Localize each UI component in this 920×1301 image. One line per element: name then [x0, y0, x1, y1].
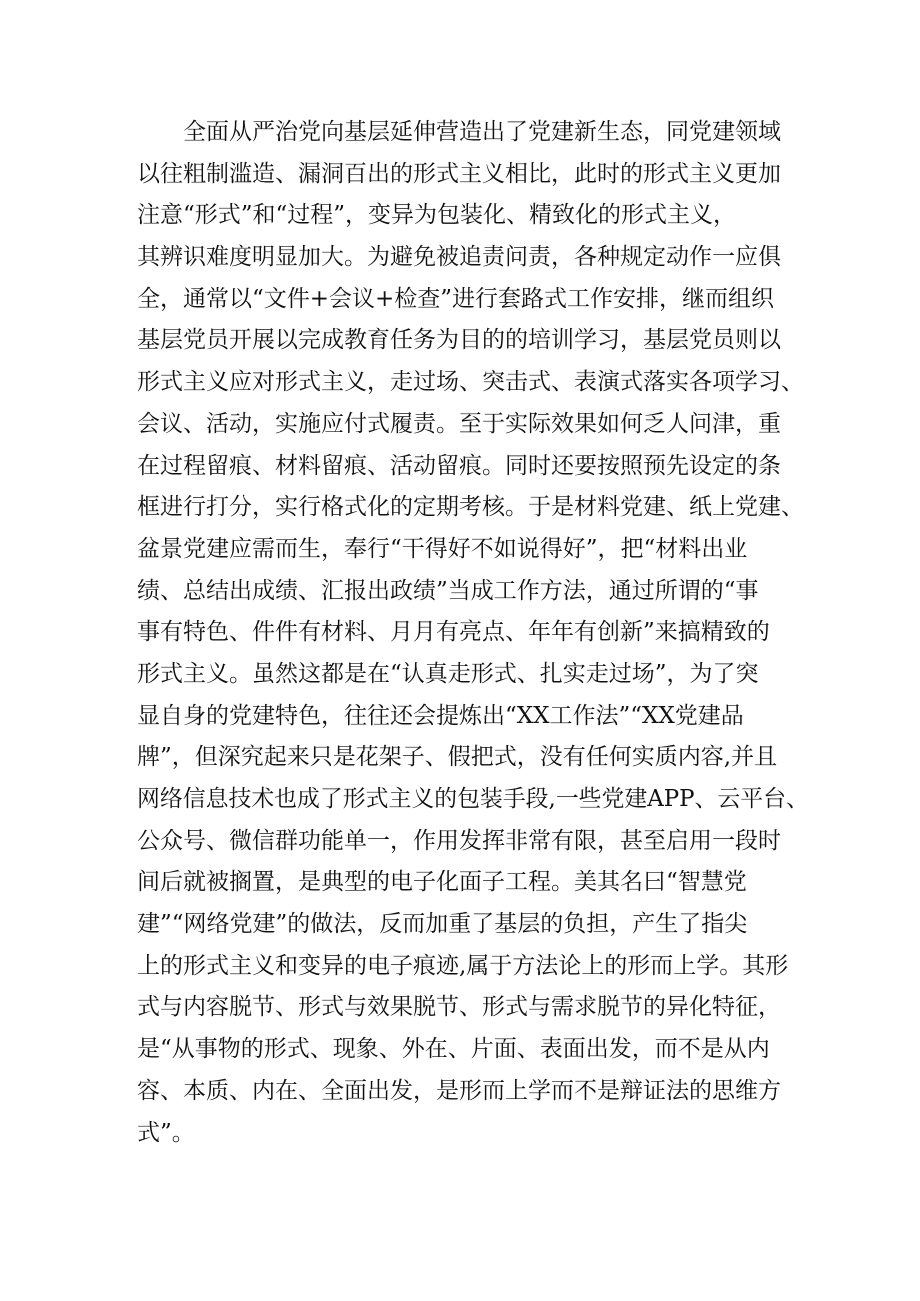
paragraph-line: 上的形式主义和变异的电子痕迹,属于方法论上的形而上学。其形	[137, 952, 789, 979]
paragraph-line: 容、本质、内在、全面出发，是形而上学而不是辩证法的思维方	[137, 1077, 781, 1104]
paragraph-line: 间后就被搁置，是典型的电子化面子工程。美其名曰“智慧党	[137, 869, 747, 896]
paragraph-line: 全面从严治党向基层延伸营造出了党建新生态，同党建领域	[137, 119, 781, 145]
body-paragraph	[137, 112, 807, 1154]
paragraph-line: 显自身的党建特色，往往还会提炼出“XX工作法”“XX党建品	[137, 702, 744, 729]
paragraph-line: 其辨识难度明显加大。为避免被追责问责，各种规定动作一应俱	[137, 244, 781, 271]
paragraph-line: 盆景党建应需而生，奉行“干得好不如说得好”，把“材料出业	[137, 535, 748, 562]
paragraph-line: 基层党员开展以完成教育任务为目的的培训学习，基层党员则以	[137, 327, 781, 354]
paragraph-line: 注意“形式”和“过程”，变异为包装化、精致化的形式主义，	[137, 202, 737, 229]
paragraph-line: 牌”，但深究起来只是花架子、假把式，没有任何实质内容,并且	[137, 744, 778, 771]
paragraph-line: 框进行打分，实行格式化的定期考核。于是材料党建、纸上党建、	[137, 494, 804, 521]
paragraph-line: 绩、总结出成绩、汇报出政绩”当成工作方法，通过所谓的“事	[137, 577, 759, 604]
paragraph-line: 式”。	[137, 1119, 195, 1146]
paragraph-line: 式与内容脱节、形式与效果脱节、形式与需求脱节的异化特征，	[137, 994, 781, 1021]
paragraph-line: 会议、活动，实施应付式履责。至于实际效果如何乏人问津，重	[137, 410, 781, 437]
paragraph-line: 是“从事物的形式、现象、外在、片面、表面出发，而不是从内	[137, 1036, 770, 1063]
paragraph-line: 在过程留痕、材料留痕、活动留痕。同时还要按照预先设定的条	[137, 452, 781, 479]
paragraph-line: 建”“网络党建”的做法，反而加重了基层的负担，产生了指尖	[137, 911, 748, 938]
paragraph-line: 公众号、微信群功能单一，作用发挥非常有限，甚至启用一段时	[137, 827, 781, 854]
paragraph-line: 网络信息技术也成了形式主义的包装手段,一些党建APP、云平台、	[137, 786, 809, 812]
paragraph-line: 全，通常以“文件+会议+检查”进行套路式工作安排，继而组织	[137, 285, 775, 312]
paragraph-line: 事有特色、件件有材料、月月有亮点、年年有创新”来搞精致的	[137, 619, 770, 646]
paragraph-line: 形式主义应对形式主义，走过场、突击式、表演式落实各项学习、	[137, 369, 804, 396]
paragraph-line: 以往粗制滥造、漏洞百出的形式主义相比，此时的形式主义更加	[137, 160, 781, 187]
paragraph-line: 形式主义。虽然这都是在“认真走形式、扎实走过场”，为了突	[137, 660, 759, 687]
